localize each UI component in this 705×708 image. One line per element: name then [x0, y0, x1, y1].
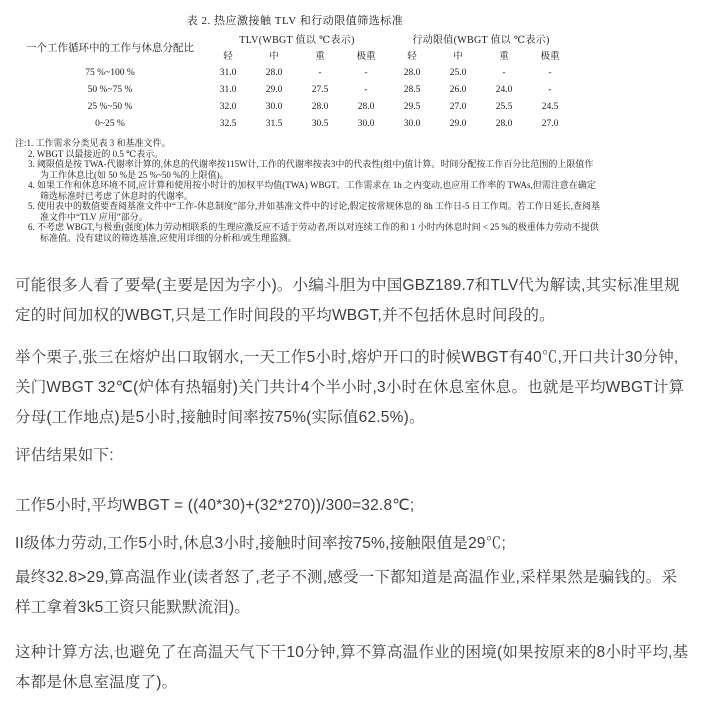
- row-label: 25 %~50 %: [87, 102, 133, 112]
- table-title: 表 2. 热应激接触 TLV 和行动限值筛选标准: [186, 15, 404, 27]
- table-cell: -: [548, 68, 552, 78]
- col-header-light: 轻: [223, 52, 233, 62]
- row-label: 75 %~100 %: [85, 68, 135, 78]
- table-cell: 30.0: [403, 119, 421, 129]
- table-cell: -: [364, 85, 368, 95]
- action-limit-group-header: 行动限值(WBGT 值以 ℃表示): [412, 35, 550, 46]
- table-cell: 30.0: [265, 102, 283, 112]
- table-notes: [15, 138, 601, 243]
- table-cell: 31.5: [265, 119, 283, 129]
- table-cell: 24.0: [495, 85, 513, 95]
- tlv-screening-table: [15, 33, 573, 133]
- table-cell: 29.0: [265, 85, 283, 95]
- table-cell: 28.0: [311, 102, 329, 112]
- table-cell: 30.0: [357, 119, 375, 129]
- table-row: [15, 82, 573, 99]
- table-cell: 29.5: [403, 102, 421, 112]
- table-cell: -: [364, 68, 368, 78]
- table-cell: 24.5: [541, 102, 559, 112]
- table-note-5: 5. 使用表中的数值要查阅基准文件中“工作-休息制度”部分,并如基准文件中的讨论,假定按常规休息的 8h 工作日-5 日工作周。若工作日延长,查阅基准文件中“TLV 应用”部分。: [28, 201, 600, 222]
- col-header-moderate: 中: [453, 52, 463, 62]
- table-cell: 30.5: [311, 119, 329, 129]
- heat-stress-table-figure: [0, 0, 705, 243]
- table-cell: 28.0: [265, 68, 283, 78]
- col-header-moderate: 中: [269, 52, 279, 62]
- table-row: [15, 99, 573, 116]
- table-row: [15, 116, 573, 133]
- table-cell: 28.5: [403, 85, 421, 95]
- paragraph-conclusion: 最终32.8>29,算高温作业(读者怒了,老子不测,感受一下都知道是高温作业,采样果然是骗钱的。采样工拿着3k5工资只能默默流泪)。: [15, 569, 678, 616]
- row-label: 50 %~75 %: [87, 85, 133, 95]
- table-cell: -: [502, 68, 506, 78]
- table-cell: 25.5: [495, 102, 513, 112]
- table-note-1: 注:1. 工作需求分类见表 3 和基准文件。: [15, 138, 171, 148]
- table-note-6: 6. 不考虑 WBGT,与极重(强度)体力劳动相联系的生理应激反应不适于劳动者,所以对连续工作的和 1 小时内休息时间 < 25 %的极重体力劳动不提供标准值。没有建议的筛选基准,应使用详细的分析和/或生理监测。: [28, 222, 599, 243]
- col-header-light: 轻: [407, 52, 417, 62]
- table-cell: 27.5: [311, 85, 329, 95]
- table-cell: 27.0: [449, 102, 467, 112]
- table-cell: 31.0: [219, 68, 237, 78]
- table-cell: -: [548, 85, 552, 95]
- paragraph-result-heading: 评估结果如下:: [15, 447, 114, 464]
- work-rest-ratio-header: 一个工作循环中的工作与休息分配比: [26, 43, 194, 54]
- table-group-header-row: [15, 33, 573, 49]
- table-cell: 28.0: [403, 68, 421, 78]
- article-body: [0, 271, 705, 698]
- col-header-very-heavy: 极重: [356, 52, 376, 62]
- table-cell: 27.0: [541, 119, 559, 129]
- paragraph-remark: 这种计算方法,也避免了在高温天气下干10分钟,算不算高温作业的困境(如果按原来的8小时平均,基本都是休息室温度了)。: [15, 644, 689, 691]
- paragraph-formula: 工作5小时,平均WBGT = ((40*30)+(32*270))/300=32.8℃;: [15, 497, 415, 514]
- table-note-4: 4. 如果工作和休息环境不同,应计算和使用按小时计的加权平均值(TWA) WBGT。工作需求在 1h 之内变动,也应用工作率的 TWAs,但需注意在确定筛选标准时已考虑了休息时的代谢率。: [28, 180, 596, 201]
- table-row: [15, 65, 573, 82]
- col-header-heavy: 重: [499, 52, 509, 62]
- row-label: 0~25 %: [95, 119, 125, 129]
- table-note-3: 3. 阈限值是按 TWA-代谢率计算的,休息的代谢率按115W计,工作的代谢率按表3中的代表性(组中)值计算。时间分配按工作百分比范围的上限值作为工作休息比(如 50 %是 25 %~50 %的上限值)。: [28, 159, 594, 180]
- paragraph-limit: II级体力劳动,工作5小时,休息3小时,接触时间率按75%,接触限值是29℃;: [15, 535, 506, 552]
- table-cell: 32.5: [219, 119, 237, 129]
- table-note-2: 2. WBGT 以最接近的 0.5 ℃表示。: [28, 148, 164, 159]
- table-cell: -: [318, 68, 322, 78]
- table-cell: 32.0: [219, 102, 237, 112]
- table-cell: 26.0: [449, 85, 467, 95]
- col-header-very-heavy: 极重: [540, 52, 560, 62]
- paragraph-intro: 可能很多人看了要晕(主要是因为字小)。小编斗胆为中国GBZ189.7和TLV代为解读,其实标准里规定的时间加权的WBGT,只是工作时间段的平均WBGT,并不包括休息时间段的。: [15, 277, 680, 324]
- table-cell: 31.0: [219, 85, 237, 95]
- table-cell: 29.0: [449, 119, 467, 129]
- table-cell: 28.0: [357, 102, 375, 112]
- paragraph-example: 举个栗子,张三在熔炉出口取钢水,一天工作5小时,熔炉开口的时候WBGT有40℃,开口共计30分钟,关门WBGT 32℃(炉体有热辐射)关门共计4个半小时,3小时在休息室休息。也就是平均WBGT计算分母(工作地点)是5小时,接触时间率按75%(实际值62.5%)。: [15, 349, 685, 426]
- col-header-heavy: 重: [315, 52, 325, 62]
- table-cell: 28.0: [495, 119, 513, 129]
- tlv-group-header: TLV(WBGT 值以 ℃表示): [239, 35, 355, 46]
- table-cell: 25.0: [449, 68, 467, 78]
